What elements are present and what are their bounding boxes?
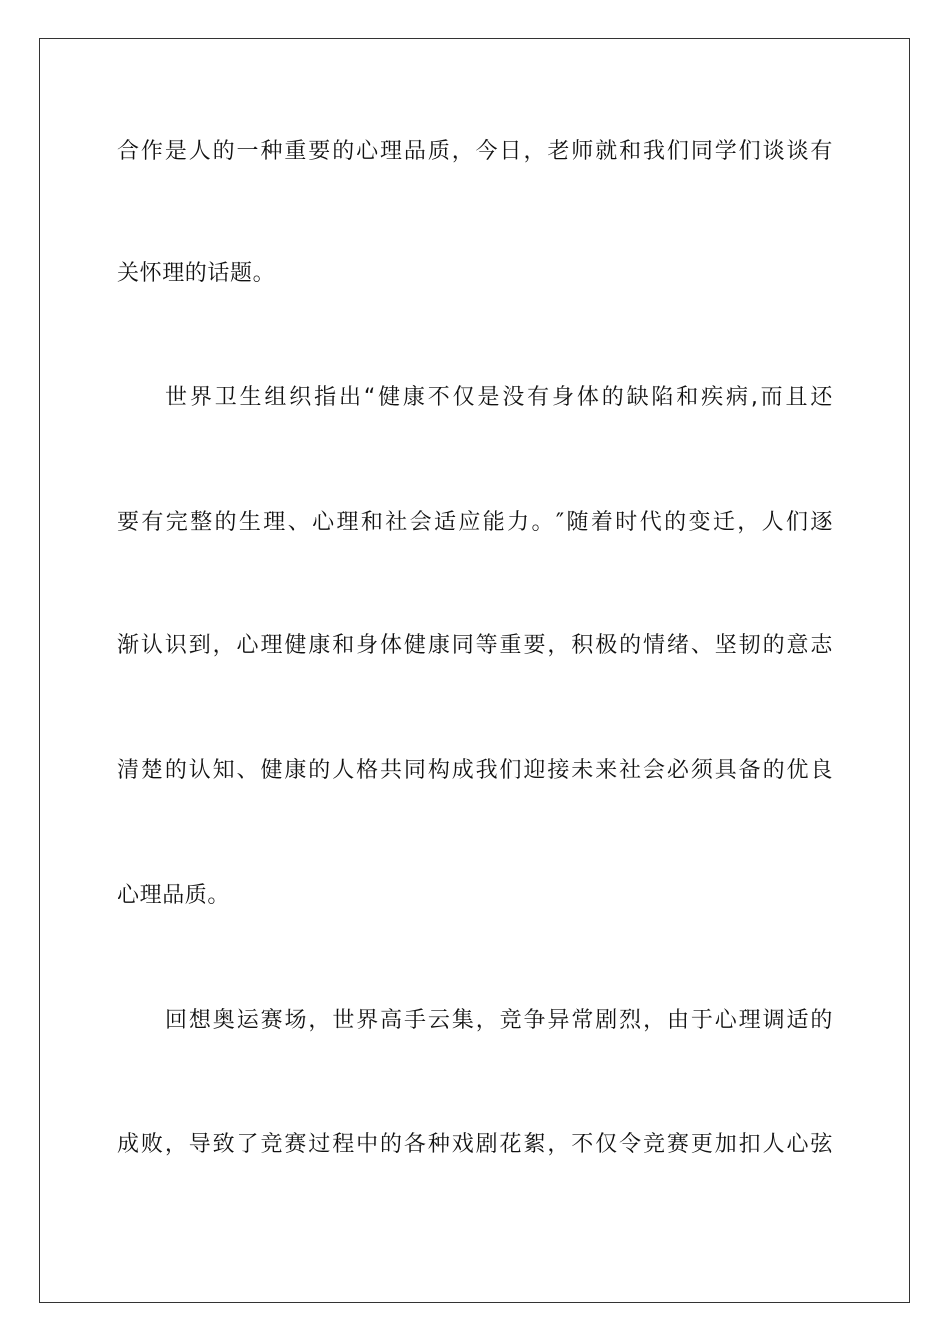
text-line-3: 世界卫生组织指出“健康不仅是没有身体的缺陷和疾病,而且还 [165, 385, 833, 410]
text-line-7: 心理品质。 [117, 883, 231, 908]
text-line-5: 渐认识到，心理健康和身体健康同等重要，积极的情绪、坚韧的意志 [117, 633, 833, 658]
text-line-4: 要有完整的生理、心理和社会适应能力。″随着时代的变迁，人们逐 [117, 510, 833, 535]
text-line-1: 合作是人的一种重要的心理品质，今日，老师就和我们同学们谈谈有 [117, 139, 833, 164]
text-line-6: 清楚的认知、健康的人格共同构成我们迎接未来社会必须具备的优良 [117, 758, 833, 783]
page-border [39, 38, 910, 1303]
text-line-9: 成败，导致了竞赛过程中的各种戏剧花絮，不仅令竞赛更加扣人心弦 [117, 1132, 833, 1157]
text-line-2: 关怀理的话题。 [117, 261, 276, 286]
text-line-8: 回想奥运赛场，世界高手云集，竞争异常剧烈，由于心理调适的 [165, 1008, 833, 1033]
